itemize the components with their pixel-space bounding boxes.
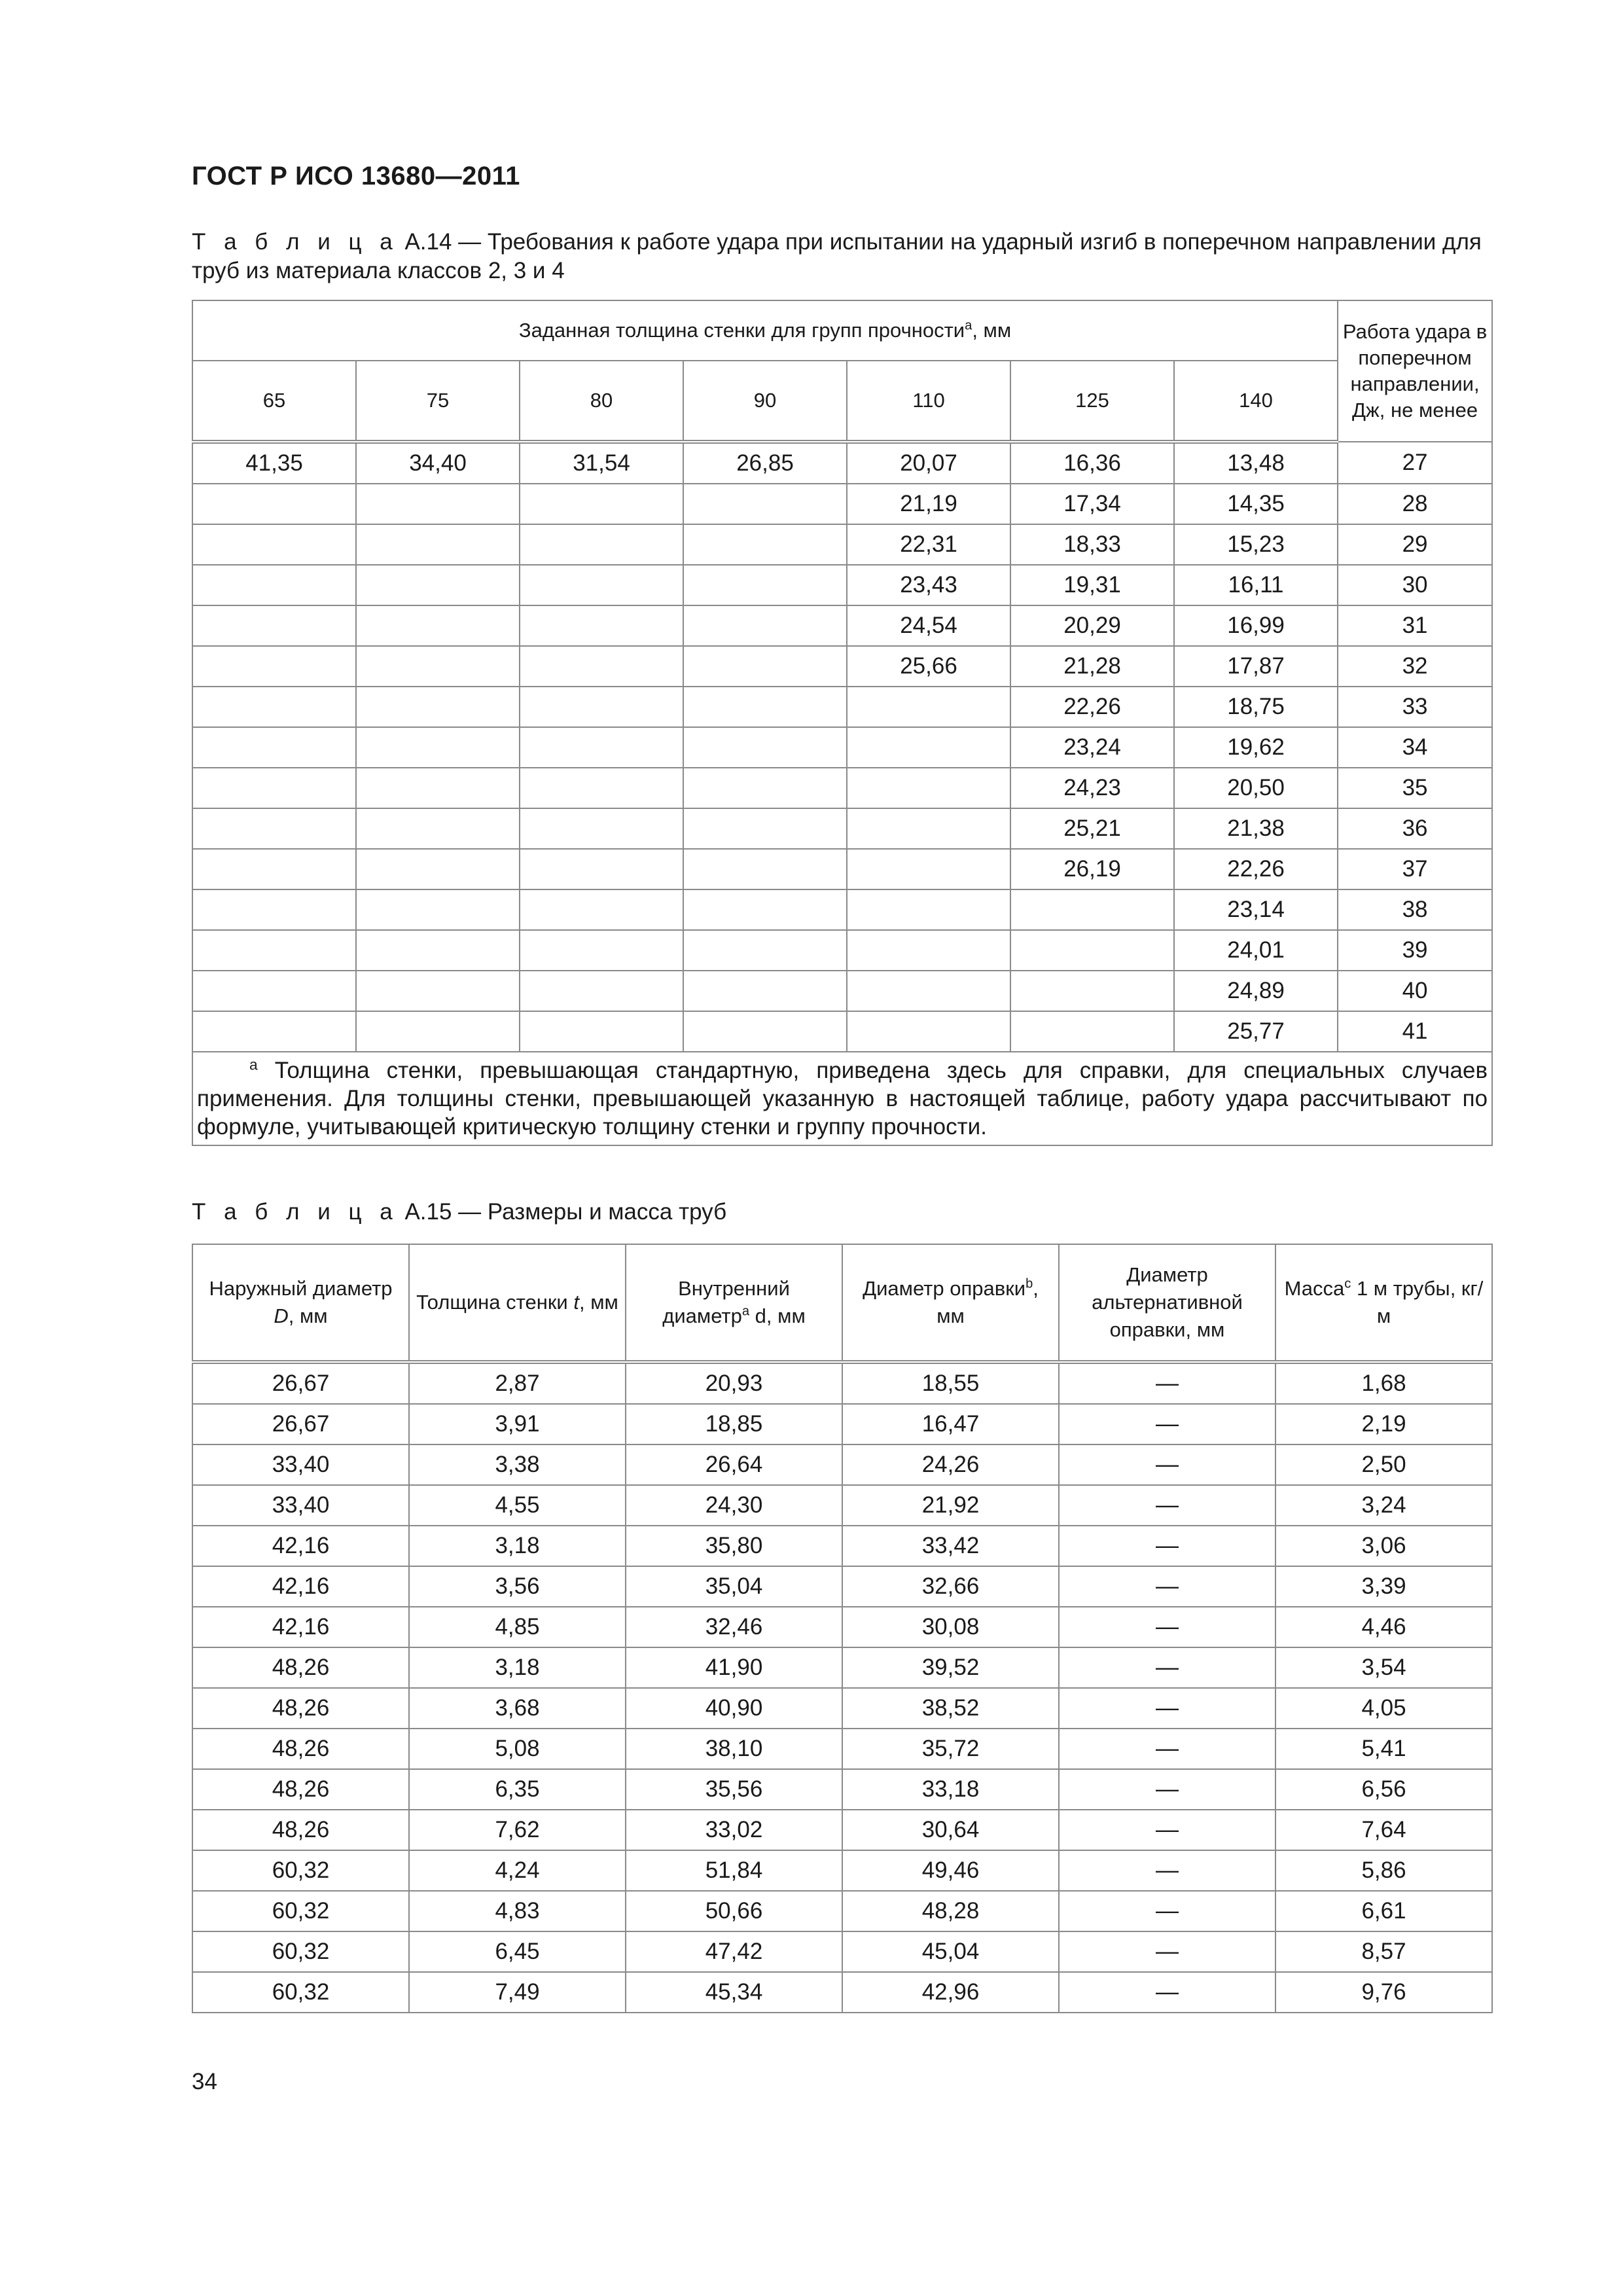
strength-group-column-header: 80 — [520, 361, 683, 442]
table-cell: 35 — [1338, 768, 1492, 808]
table-cell: 5,86 — [1275, 1850, 1492, 1891]
table-cell — [847, 971, 1010, 1011]
table-cell: 18,33 — [1010, 524, 1174, 565]
table-cell: 4,83 — [409, 1891, 626, 1931]
table-cell: 6,61 — [1275, 1891, 1492, 1931]
table-cell — [356, 605, 520, 646]
table-cell — [192, 768, 356, 808]
table-row — [192, 1647, 1492, 1688]
table-cell — [847, 768, 1010, 808]
table-row — [192, 727, 1492, 768]
table-cell — [683, 930, 847, 971]
table-row — [192, 1566, 1492, 1607]
strength-group-column-header: 90 — [683, 361, 847, 442]
table-row — [192, 484, 1492, 524]
table-row — [192, 524, 1492, 565]
table-cell — [520, 565, 683, 605]
table-cell: 45,34 — [626, 1972, 842, 2013]
table-cell: 3,18 — [409, 1647, 626, 1688]
table-cell — [192, 565, 356, 605]
table-cell — [192, 727, 356, 768]
table-row — [192, 1931, 1492, 1972]
table-cell: 2,87 — [409, 1362, 626, 1404]
table-cell: 9,76 — [1275, 1972, 1492, 2013]
table-cell: 3,06 — [1275, 1526, 1492, 1566]
table-cell: 22,31 — [847, 524, 1010, 565]
table-cell: 45,04 — [842, 1931, 1059, 1972]
pipe-table-column-header: Внутренний диаметр$^a$ d, мм — [626, 1244, 842, 1362]
table-row — [192, 605, 1492, 646]
table-cell — [847, 889, 1010, 930]
table-cell — [520, 971, 683, 1011]
table-cell: 39 — [1338, 930, 1492, 971]
table-cell: 20,07 — [847, 442, 1010, 484]
table-row — [192, 1972, 1492, 2013]
table-cell: 4,24 — [409, 1850, 626, 1891]
table-cell: 3,39 — [1275, 1566, 1492, 1607]
table-cell: 3,18 — [409, 1526, 626, 1566]
table-row — [192, 565, 1492, 605]
table-row — [192, 889, 1492, 930]
table-cell: — — [1059, 1607, 1275, 1647]
table-cell: 22,26 — [1010, 687, 1174, 727]
table-cell: — — [1059, 1526, 1275, 1566]
wall-thickness-group-header: Заданная толщина стенки для групп прочности$^a$, мм — [192, 300, 1338, 361]
table-cell — [520, 727, 683, 768]
table-a15-caption-text: А.15 — Размеры и масса труб — [398, 1199, 727, 1225]
table-cell: 3,24 — [1275, 1485, 1492, 1526]
table-cell — [683, 565, 847, 605]
table-cell: 33,18 — [842, 1769, 1059, 1810]
table-cell: 21,92 — [842, 1485, 1059, 1526]
table-cell: 48,26 — [192, 1769, 409, 1810]
pipe-table-column-header: Толщина стенки t, мм — [409, 1244, 626, 1362]
table-cell: 29 — [1338, 524, 1492, 565]
table-cell — [683, 524, 847, 565]
table-cell: 19,62 — [1174, 727, 1338, 768]
table-cell: 8,57 — [1275, 1931, 1492, 1972]
strength-group-column-header: 125 — [1010, 361, 1174, 442]
table-cell: 35,04 — [626, 1566, 842, 1607]
table-cell: 3,38 — [409, 1444, 626, 1485]
table-cell: 48,26 — [192, 1647, 409, 1688]
table-cell — [192, 646, 356, 687]
table-cell — [847, 1011, 1010, 1052]
table-cell: 28 — [1338, 484, 1492, 524]
table-cell: 24,23 — [1010, 768, 1174, 808]
table-cell: 3,54 — [1275, 1647, 1492, 1688]
table-cell: 42,16 — [192, 1526, 409, 1566]
page-number: 34 — [192, 2069, 217, 2094]
table-cell: 33,40 — [192, 1444, 409, 1485]
table-cell — [847, 808, 1010, 849]
table-cell: 21,19 — [847, 484, 1010, 524]
table-cell: 48,26 — [192, 1810, 409, 1850]
impact-work-header: Работа удара в поперечном направлении, Дж, не менее — [1338, 300, 1492, 442]
table-row — [192, 1607, 1492, 1647]
table-cell: 34,40 — [356, 442, 520, 484]
table-cell: 7,49 — [409, 1972, 626, 2013]
table-cell — [520, 484, 683, 524]
table-cell: 19,31 — [1010, 565, 1174, 605]
table-cell: 16,99 — [1174, 605, 1338, 646]
table-cell — [683, 849, 847, 889]
table-cell — [683, 1011, 847, 1052]
table-row — [192, 1688, 1492, 1729]
table-cell — [356, 1011, 520, 1052]
table-cell: — — [1059, 1688, 1275, 1729]
table-cell: 4,46 — [1275, 1607, 1492, 1647]
table-cell: 35,80 — [626, 1526, 842, 1566]
table-cell: 41,35 — [192, 442, 356, 484]
strength-group-column-header: 75 — [356, 361, 520, 442]
table-cell: — — [1059, 1404, 1275, 1444]
table-cell: 42,16 — [192, 1566, 409, 1607]
document-header: ГОСТ Р ИСО 13680—2011 — [192, 162, 520, 190]
table-cell: — — [1059, 1972, 1275, 2013]
table-cell: — — [1059, 1891, 1275, 1931]
table-cell: 32,46 — [626, 1607, 842, 1647]
table-cell — [520, 605, 683, 646]
table-cell: 2,19 — [1275, 1404, 1492, 1444]
table-cell — [356, 484, 520, 524]
table-cell: 20,93 — [626, 1362, 842, 1404]
table-cell — [356, 646, 520, 687]
table-a15-caption-prefix: Т а б л и ц а — [192, 1199, 399, 1225]
table-cell: 30 — [1338, 565, 1492, 605]
table-cell: 2,50 — [1275, 1444, 1492, 1485]
table-cell: 3,91 — [409, 1404, 626, 1444]
pipe-table-column-header: Наружный диаметр D, мм — [192, 1244, 409, 1362]
table-cell — [683, 971, 847, 1011]
table-cell: 21,38 — [1174, 808, 1338, 849]
table-cell: 26,67 — [192, 1404, 409, 1444]
table-cell: 6,35 — [409, 1769, 626, 1810]
pipe-table-column-header: Масса$^c$ 1 м трубы, кг/м — [1275, 1244, 1492, 1362]
table-row — [192, 1404, 1492, 1444]
table-row — [192, 687, 1492, 727]
table-cell — [520, 930, 683, 971]
table-cell — [356, 687, 520, 727]
table-a15 — [192, 1244, 1493, 2013]
table-cell: 47,42 — [626, 1931, 842, 1972]
table-cell — [520, 768, 683, 808]
table-cell: 23,14 — [1174, 889, 1338, 930]
table-cell: — — [1059, 1729, 1275, 1769]
table-cell: 50,66 — [626, 1891, 842, 1931]
table-cell: 31 — [1338, 605, 1492, 646]
table-cell — [683, 808, 847, 849]
table-cell: 60,32 — [192, 1972, 409, 2013]
table-cell: 24,26 — [842, 1444, 1059, 1485]
table-cell — [356, 768, 520, 808]
table-cell: 13,48 — [1174, 442, 1338, 484]
table-cell: 24,30 — [626, 1485, 842, 1526]
table-cell: 4,85 — [409, 1607, 626, 1647]
table-cell: 14,35 — [1174, 484, 1338, 524]
table-cell — [683, 727, 847, 768]
table-cell: — — [1059, 1566, 1275, 1607]
table-cell — [192, 524, 356, 565]
table-cell: 18,85 — [626, 1404, 842, 1444]
table-cell — [192, 484, 356, 524]
table-a15-caption — [192, 1198, 1491, 1227]
table-cell — [1010, 889, 1174, 930]
table-cell: — — [1059, 1647, 1275, 1688]
table-cell: 22,26 — [1174, 849, 1338, 889]
table-row — [192, 1850, 1492, 1891]
table-cell: 24,01 — [1174, 930, 1338, 971]
table-cell: 23,24 — [1010, 727, 1174, 768]
table-row — [192, 1444, 1492, 1485]
table-cell — [192, 1011, 356, 1052]
table-row — [192, 646, 1492, 687]
table-cell — [683, 889, 847, 930]
table-cell — [683, 687, 847, 727]
table-cell: 7,64 — [1275, 1810, 1492, 1850]
table-cell — [520, 687, 683, 727]
table-a14-caption-prefix: Т а б л и ц а — [192, 229, 399, 255]
table-cell: 23,43 — [847, 565, 1010, 605]
table-cell: 40,90 — [626, 1688, 842, 1729]
table-cell: 48,26 — [192, 1729, 409, 1769]
table-cell: 3,56 — [409, 1566, 626, 1607]
table-cell: 36 — [1338, 808, 1492, 849]
table-cell: 26,64 — [626, 1444, 842, 1485]
table-cell — [520, 849, 683, 889]
table-cell — [192, 687, 356, 727]
table-cell: 40 — [1338, 971, 1492, 1011]
table-cell: 60,32 — [192, 1931, 409, 1972]
table-cell: 34 — [1338, 727, 1492, 768]
table-cell: 33,40 — [192, 1485, 409, 1526]
table-cell — [1010, 971, 1174, 1011]
table-cell — [192, 808, 356, 849]
table-cell: 4,55 — [409, 1485, 626, 1526]
table-cell: 17,34 — [1010, 484, 1174, 524]
table-cell: — — [1059, 1931, 1275, 1972]
table-cell — [356, 849, 520, 889]
table-cell — [520, 808, 683, 849]
table-row — [192, 849, 1492, 889]
table-cell — [683, 484, 847, 524]
table-row — [192, 1011, 1492, 1052]
table-cell: 42,16 — [192, 1607, 409, 1647]
table-cell: — — [1059, 1485, 1275, 1526]
table-cell: — — [1059, 1362, 1275, 1404]
table-row — [192, 1891, 1492, 1931]
strength-group-column-header: 140 — [1174, 361, 1338, 442]
table-cell — [356, 930, 520, 971]
table-cell — [1010, 930, 1174, 971]
table-cell: 35,72 — [842, 1729, 1059, 1769]
table-cell: 18,55 — [842, 1362, 1059, 1404]
table-cell: 16,36 — [1010, 442, 1174, 484]
table-row — [192, 1526, 1492, 1566]
table-cell: 37 — [1338, 849, 1492, 889]
table-cell: 26,85 — [683, 442, 847, 484]
table-cell — [520, 1011, 683, 1052]
table-cell — [520, 524, 683, 565]
table-cell — [847, 687, 1010, 727]
table-a14-caption-text: А.14 — Требования к работе удара при испытании на ударный изгиб в поперечном направлении для труб из материала классов 2, 3 и 4 — [192, 229, 1482, 283]
table-cell: 38,52 — [842, 1688, 1059, 1729]
strength-group-column-header: 65 — [192, 361, 356, 442]
table-cell: 33,02 — [626, 1810, 842, 1850]
table-cell: 18,75 — [1174, 687, 1338, 727]
table-cell: 48,26 — [192, 1688, 409, 1729]
table-cell: — — [1059, 1444, 1275, 1485]
table-cell: 49,46 — [842, 1850, 1059, 1891]
table-cell: 20,29 — [1010, 605, 1174, 646]
table-cell: 41 — [1338, 1011, 1492, 1052]
table-cell — [356, 565, 520, 605]
table-cell — [356, 524, 520, 565]
table-cell: 4,05 — [1275, 1688, 1492, 1729]
table-cell: 3,68 — [409, 1688, 626, 1729]
table-cell — [356, 808, 520, 849]
table-cell — [192, 849, 356, 889]
table-cell: 42,96 — [842, 1972, 1059, 2013]
table-cell: 35,56 — [626, 1769, 842, 1810]
table-cell: — — [1059, 1769, 1275, 1810]
table-row — [192, 1769, 1492, 1810]
table-row — [192, 768, 1492, 808]
table-cell: 32 — [1338, 646, 1492, 687]
table-cell — [192, 605, 356, 646]
table-row — [192, 1810, 1492, 1850]
table-cell: 30,64 — [842, 1810, 1059, 1850]
table-row — [192, 442, 1492, 484]
table-a14 — [192, 300, 1493, 1146]
table-cell: 60,32 — [192, 1891, 409, 1931]
pipe-table-column-header: Диаметр оправки$^b$, мм — [842, 1244, 1059, 1362]
strength-group-column-header: 110 — [847, 361, 1010, 442]
table-cell: 21,28 — [1010, 646, 1174, 687]
table-cell — [192, 930, 356, 971]
table-cell — [1010, 1011, 1174, 1052]
table-cell: 39,52 — [842, 1647, 1059, 1688]
table-cell: 20,50 — [1174, 768, 1338, 808]
table-a14-footnote: $^a$ Толщина стенки, превышающая стандартную, приведена здесь для справки, для специальных случаев применения. Для толщины стенки, превышающей указанную в настоящей таблице, работу удара рассчитывают по формуле, учитывающей критическую толщину стенки и группу прочности. — [192, 1052, 1492, 1145]
table-cell: 26,67 — [192, 1362, 409, 1404]
table-cell — [683, 605, 847, 646]
table-cell: 30,08 — [842, 1607, 1059, 1647]
table-row — [192, 808, 1492, 849]
table-cell: 48,28 — [842, 1891, 1059, 1931]
table-cell — [683, 768, 847, 808]
table-cell: — — [1059, 1850, 1275, 1891]
table-cell: 15,23 — [1174, 524, 1338, 565]
pipe-table-column-header: Диаметр альтернативной оправки, мм — [1059, 1244, 1275, 1362]
table-cell: 25,21 — [1010, 808, 1174, 849]
table-cell — [683, 646, 847, 687]
table-cell — [192, 889, 356, 930]
table-cell: 38 — [1338, 889, 1492, 930]
table-cell: 27 — [1338, 442, 1492, 484]
table-cell: 41,90 — [626, 1647, 842, 1688]
table-cell: 5,08 — [409, 1729, 626, 1769]
table-cell: 25,77 — [1174, 1011, 1338, 1052]
table-cell — [356, 889, 520, 930]
table-cell: 7,62 — [409, 1810, 626, 1850]
table-row — [192, 930, 1492, 971]
table-cell: 60,32 — [192, 1850, 409, 1891]
table-cell: 5,41 — [1275, 1729, 1492, 1769]
table-cell: 25,66 — [847, 646, 1010, 687]
table-row — [192, 1729, 1492, 1769]
table-cell: 24,54 — [847, 605, 1010, 646]
table-cell: 51,84 — [626, 1850, 842, 1891]
table-cell: 16,11 — [1174, 565, 1338, 605]
table-cell — [520, 646, 683, 687]
table-cell: 31,54 — [520, 442, 683, 484]
table-cell: 38,10 — [626, 1729, 842, 1769]
table-cell: — — [1059, 1810, 1275, 1850]
table-cell: 32,66 — [842, 1566, 1059, 1607]
table-cell: 16,47 — [842, 1404, 1059, 1444]
table-cell: 1,68 — [1275, 1362, 1492, 1404]
table-cell: 6,45 — [409, 1931, 626, 1972]
table-cell: 26,19 — [1010, 849, 1174, 889]
table-cell: 17,87 — [1174, 646, 1338, 687]
table-cell — [356, 727, 520, 768]
table-row — [192, 971, 1492, 1011]
table-cell: 33 — [1338, 687, 1492, 727]
table-cell — [847, 849, 1010, 889]
table-cell — [847, 930, 1010, 971]
table-cell: 6,56 — [1275, 1769, 1492, 1810]
table-row — [192, 1362, 1492, 1404]
table-cell: 33,42 — [842, 1526, 1059, 1566]
table-cell — [192, 971, 356, 1011]
table-cell: 24,89 — [1174, 971, 1338, 1011]
table-row — [192, 1485, 1492, 1526]
table-cell — [356, 971, 520, 1011]
table-a14-caption — [192, 228, 1491, 285]
table-cell — [847, 727, 1010, 768]
table-cell — [520, 889, 683, 930]
